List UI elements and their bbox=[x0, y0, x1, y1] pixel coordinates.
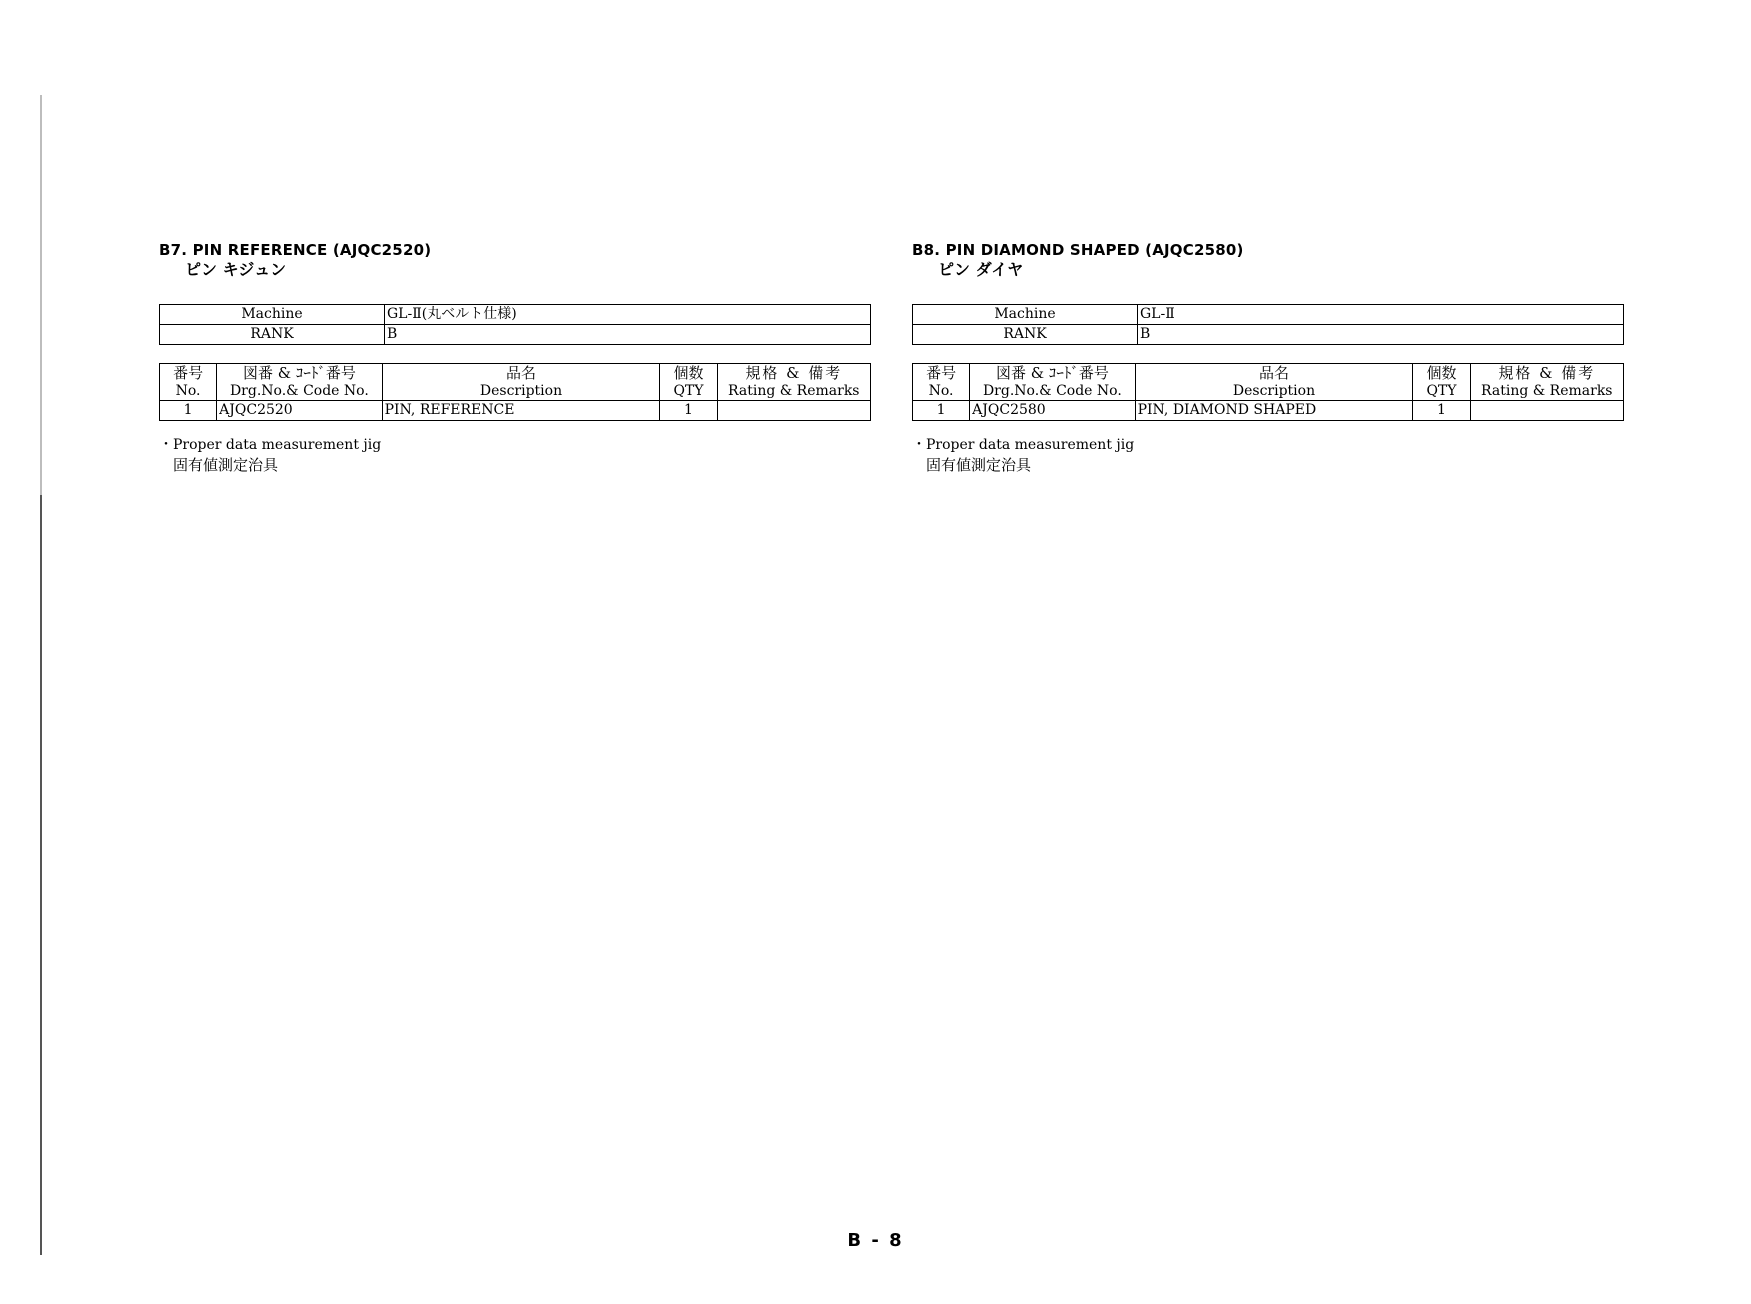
header-qty-jp: 個数 bbox=[1426, 364, 1457, 382]
machine-value: GL-Ⅱ(丸ベルト仕様) bbox=[385, 305, 871, 325]
machine-table bbox=[912, 304, 1624, 345]
header-description-en: Description bbox=[1232, 383, 1316, 399]
header-remarks bbox=[717, 364, 870, 401]
cell-qty: 1 bbox=[1413, 401, 1470, 421]
table-row bbox=[913, 401, 1624, 421]
cell-code: AJQC2580 bbox=[970, 401, 1135, 421]
rank-row bbox=[160, 325, 871, 345]
header-description-jp: 品名 bbox=[505, 364, 536, 382]
rank-value: B bbox=[1138, 325, 1624, 345]
header-no bbox=[160, 364, 217, 401]
note bbox=[912, 435, 1624, 475]
header-no bbox=[913, 364, 970, 401]
machine-label: Machine bbox=[913, 305, 1138, 325]
header-qty-en: QTY bbox=[1426, 383, 1457, 399]
parts-header-row bbox=[913, 364, 1624, 401]
header-code-en: Drg.No.& Code No. bbox=[229, 383, 369, 399]
cell-remarks bbox=[1470, 401, 1623, 421]
section-title-kana: ピン キジュン bbox=[185, 260, 287, 279]
header-description bbox=[382, 364, 660, 401]
machine-table bbox=[159, 304, 871, 345]
header-qty-en: QTY bbox=[673, 383, 704, 399]
section-title-kana: ピン ダイヤ bbox=[938, 260, 1024, 279]
cell-qty: 1 bbox=[660, 401, 717, 421]
header-remarks-jp: 規格 & 備考 bbox=[745, 364, 843, 382]
cell-description: PIN, REFERENCE bbox=[382, 401, 660, 421]
cell-no: 1 bbox=[160, 401, 217, 421]
header-remarks-en: Rating & Remarks bbox=[1481, 383, 1613, 399]
binding-line-dark bbox=[40, 495, 42, 1255]
header-description bbox=[1135, 364, 1413, 401]
section-title: B8. PIN DIAMOND SHAPED (AJQC2580) bbox=[912, 241, 1244, 259]
header-code-jp: 図番 & ｺｰﾄﾞ番号 bbox=[995, 364, 1109, 382]
rank-label: RANK bbox=[160, 325, 385, 345]
rank-label: RANK bbox=[913, 325, 1138, 345]
machine-value: GL-Ⅱ bbox=[1138, 305, 1624, 325]
note-english: ・Proper data measurement jig bbox=[159, 437, 382, 453]
header-code bbox=[217, 364, 382, 401]
section-title: B7. PIN REFERENCE (AJQC2520) bbox=[159, 241, 432, 259]
note-japanese: 固有値測定治具 bbox=[926, 456, 1032, 474]
header-remarks bbox=[1470, 364, 1623, 401]
note-japanese: 固有値測定治具 bbox=[173, 456, 279, 474]
cell-no: 1 bbox=[913, 401, 970, 421]
machine-row bbox=[160, 305, 871, 325]
header-remarks-en: Rating & Remarks bbox=[728, 383, 860, 399]
machine-label: Machine bbox=[160, 305, 385, 325]
cell-remarks bbox=[717, 401, 870, 421]
header-no-en: No. bbox=[928, 383, 954, 399]
header-no-jp: 番号 bbox=[926, 364, 957, 382]
machine-row bbox=[913, 305, 1624, 325]
parts-table bbox=[912, 363, 1624, 421]
header-description-jp: 品名 bbox=[1258, 364, 1289, 382]
header-code bbox=[970, 364, 1135, 401]
section-b7 bbox=[159, 240, 871, 475]
note-english: ・Proper data measurement jig bbox=[912, 437, 1135, 453]
cell-description: PIN, DIAMOND SHAPED bbox=[1135, 401, 1413, 421]
rank-value: B bbox=[385, 325, 871, 345]
parts-header-row bbox=[160, 364, 871, 401]
header-description-en: Description bbox=[479, 383, 563, 399]
header-qty bbox=[660, 364, 717, 401]
header-remarks-jp: 規格 & 備考 bbox=[1498, 364, 1596, 382]
header-no-en: No. bbox=[175, 383, 201, 399]
header-qty-jp: 個数 bbox=[673, 364, 704, 382]
cell-code: AJQC2520 bbox=[217, 401, 382, 421]
rank-row bbox=[913, 325, 1624, 345]
header-code-en: Drg.No.& Code No. bbox=[982, 383, 1122, 399]
header-qty bbox=[1413, 364, 1470, 401]
section-b8 bbox=[912, 240, 1624, 475]
header-no-jp: 番号 bbox=[173, 364, 204, 382]
table-row bbox=[160, 401, 871, 421]
page-number: B - 8 bbox=[847, 1230, 904, 1251]
note bbox=[159, 435, 871, 475]
header-code-jp: 図番 & ｺｰﾄﾞ番号 bbox=[242, 364, 356, 382]
parts-table bbox=[159, 363, 871, 421]
